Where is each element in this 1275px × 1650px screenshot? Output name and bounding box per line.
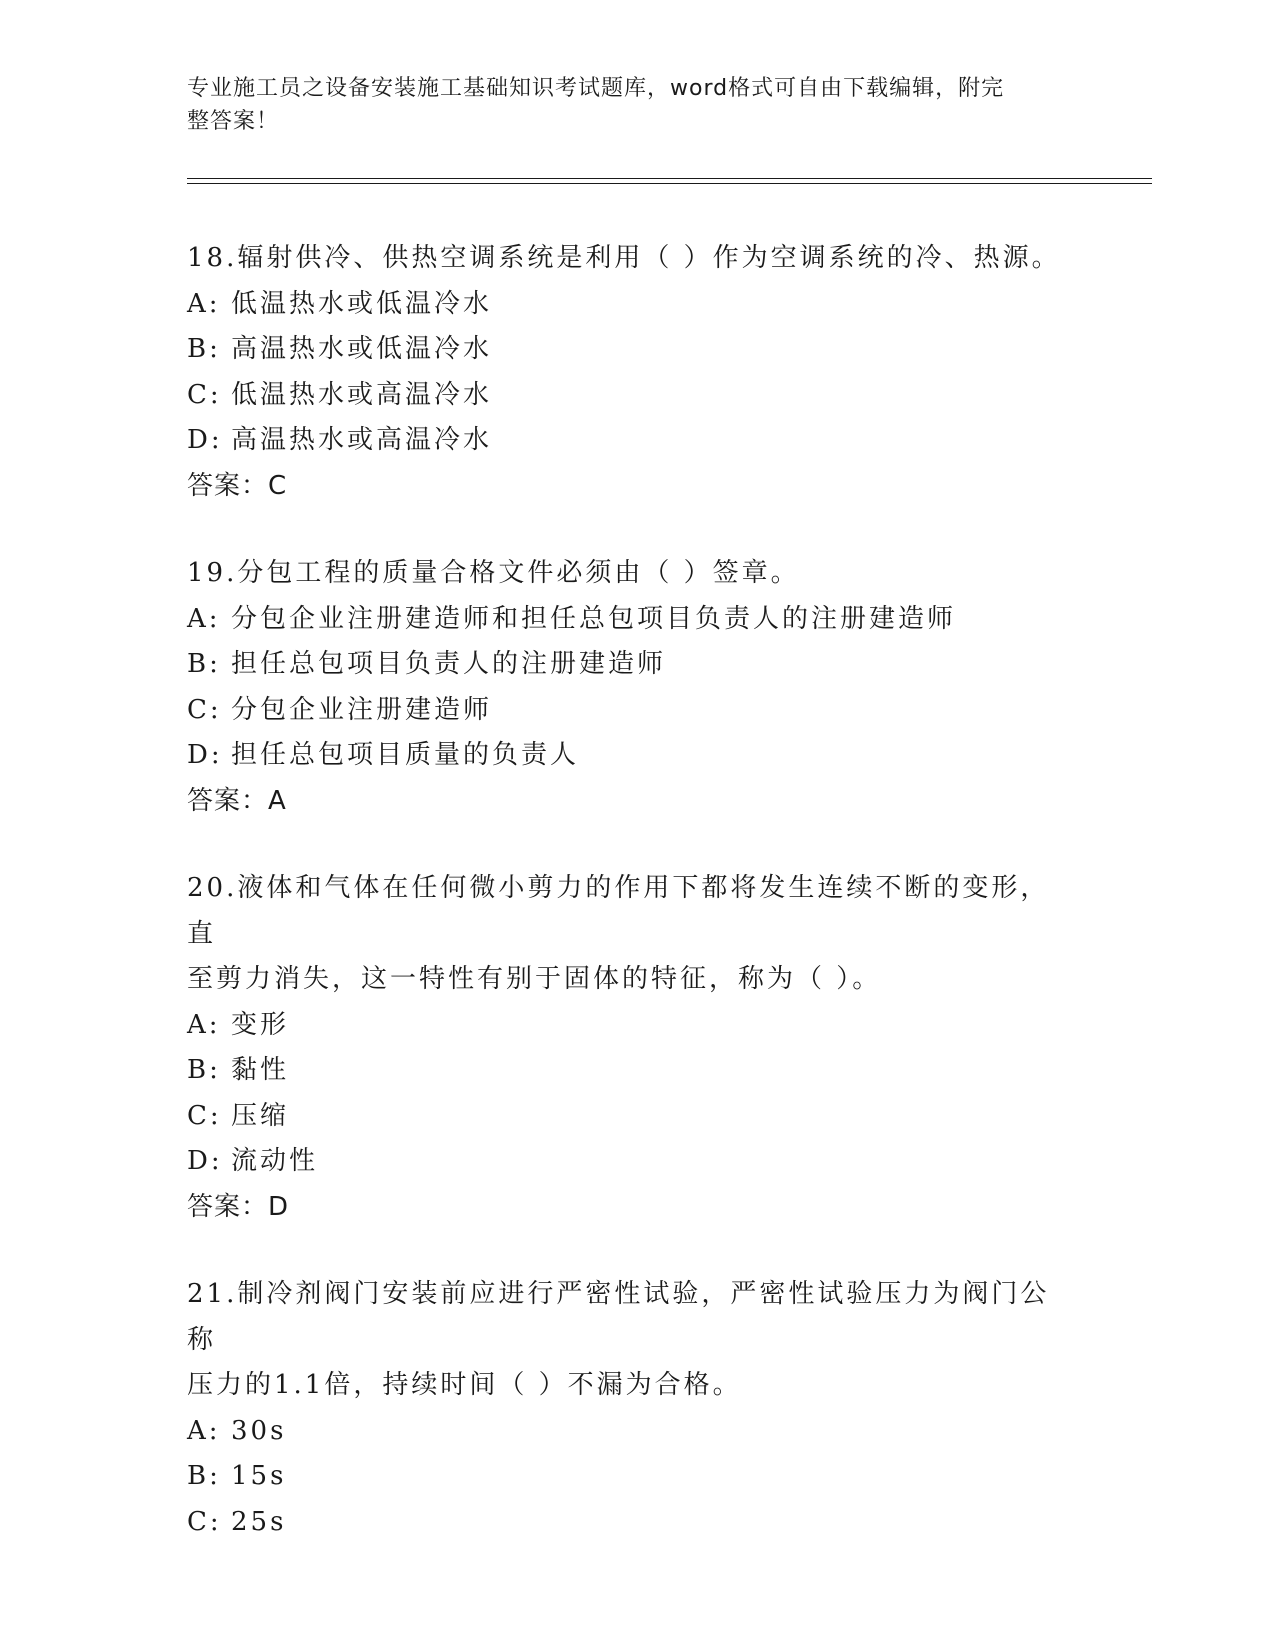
option-text: 25s bbox=[231, 1506, 287, 1537]
question-list bbox=[187, 236, 1077, 1587]
answer-line: 答案：D bbox=[187, 1191, 290, 1222]
option-a bbox=[187, 597, 1077, 643]
option-letter: C: bbox=[187, 1100, 222, 1131]
option-b bbox=[187, 642, 1077, 688]
option-d bbox=[187, 733, 1077, 779]
question-stem-line-1: 21.制冷剂阀门安装前应进行严密性试验，严密性试验压力为阀门公称 bbox=[187, 1279, 1050, 1355]
header-divider-bottom bbox=[187, 183, 1152, 184]
option-b bbox=[187, 327, 1077, 373]
option-text: 分包企业注册建造师和担任总包项目负责人的注册建造师 bbox=[231, 603, 957, 634]
option-letter: B: bbox=[187, 1461, 221, 1491]
option-letter: C: bbox=[187, 379, 222, 410]
option-a bbox=[187, 1003, 1077, 1049]
option-text: 黏性 bbox=[231, 1055, 290, 1085]
option-letter: A: bbox=[187, 288, 221, 319]
option-letter: A: bbox=[187, 603, 221, 634]
option-text: 压缩 bbox=[231, 1100, 290, 1131]
option-text: 担任总包项目负责人的注册建造师 bbox=[231, 649, 667, 679]
option-a bbox=[187, 1409, 1077, 1455]
option-b bbox=[187, 1454, 1077, 1500]
option-letter: C: bbox=[187, 694, 222, 725]
option-text: 30s bbox=[231, 1415, 287, 1446]
option-letter: A: bbox=[187, 1415, 221, 1446]
option-text: 15s bbox=[231, 1461, 287, 1491]
option-letter: A: bbox=[187, 1009, 221, 1040]
option-c bbox=[187, 1094, 1077, 1140]
document-header bbox=[187, 72, 1067, 138]
option-letter: D: bbox=[187, 1146, 223, 1176]
option-letter: B: bbox=[187, 649, 221, 679]
option-d bbox=[187, 1139, 1077, 1185]
header-line-2: 整答案！ bbox=[187, 109, 280, 134]
question-21 bbox=[187, 1272, 1077, 1545]
option-c bbox=[187, 373, 1077, 419]
question-stem: 19.分包工程的质量合格文件必须由（ ）签章。 bbox=[187, 558, 800, 588]
option-a bbox=[187, 282, 1077, 328]
answer-line: 答案：A bbox=[187, 785, 287, 816]
option-c bbox=[187, 1500, 1077, 1546]
option-letter: B: bbox=[187, 1055, 221, 1085]
option-letter: D: bbox=[187, 740, 223, 770]
option-text: 高温热水或高温冷水 bbox=[231, 425, 493, 455]
option-text: 高温热水或低温冷水 bbox=[231, 334, 493, 364]
question-stem: 18.辐射供冷、供热空调系统是利用（ ）作为空调系统的冷、热源。 bbox=[187, 243, 1061, 273]
question-stem-line-1: 20.液体和气体在任何微小剪力的作用下都将发生连续不断的变形，直 bbox=[187, 873, 1050, 949]
question-19 bbox=[187, 551, 1077, 824]
option-text: 担任总包项目质量的负责人 bbox=[231, 740, 580, 770]
option-d bbox=[187, 418, 1077, 464]
option-letter: C: bbox=[187, 1506, 222, 1537]
option-c bbox=[187, 688, 1077, 734]
question-18 bbox=[187, 236, 1077, 509]
option-text: 分包企业注册建造师 bbox=[231, 694, 493, 725]
option-b bbox=[187, 1048, 1077, 1094]
option-text: 流动性 bbox=[231, 1146, 319, 1176]
question-stem-line-2: 压力的1.1倍，持续时间（ ）不漏为合格。 bbox=[187, 1370, 742, 1400]
question-stem-line-2: 至剪力消失，这一特性有别于固体的特征，称为（ ）。 bbox=[187, 964, 882, 994]
header-line-1: 专业施工员之设备安装施工基础知识考试题库，word格式可自由下载编辑，附完 bbox=[187, 76, 1005, 101]
option-text: 变形 bbox=[231, 1009, 290, 1040]
header-divider-top bbox=[187, 178, 1152, 179]
option-text: 低温热水或低温冷水 bbox=[231, 288, 493, 319]
option-letter: D: bbox=[187, 425, 223, 455]
option-letter: B: bbox=[187, 334, 221, 364]
option-text: 低温热水或高温冷水 bbox=[231, 379, 493, 410]
answer-line: 答案：C bbox=[187, 470, 288, 501]
question-20 bbox=[187, 866, 1077, 1230]
